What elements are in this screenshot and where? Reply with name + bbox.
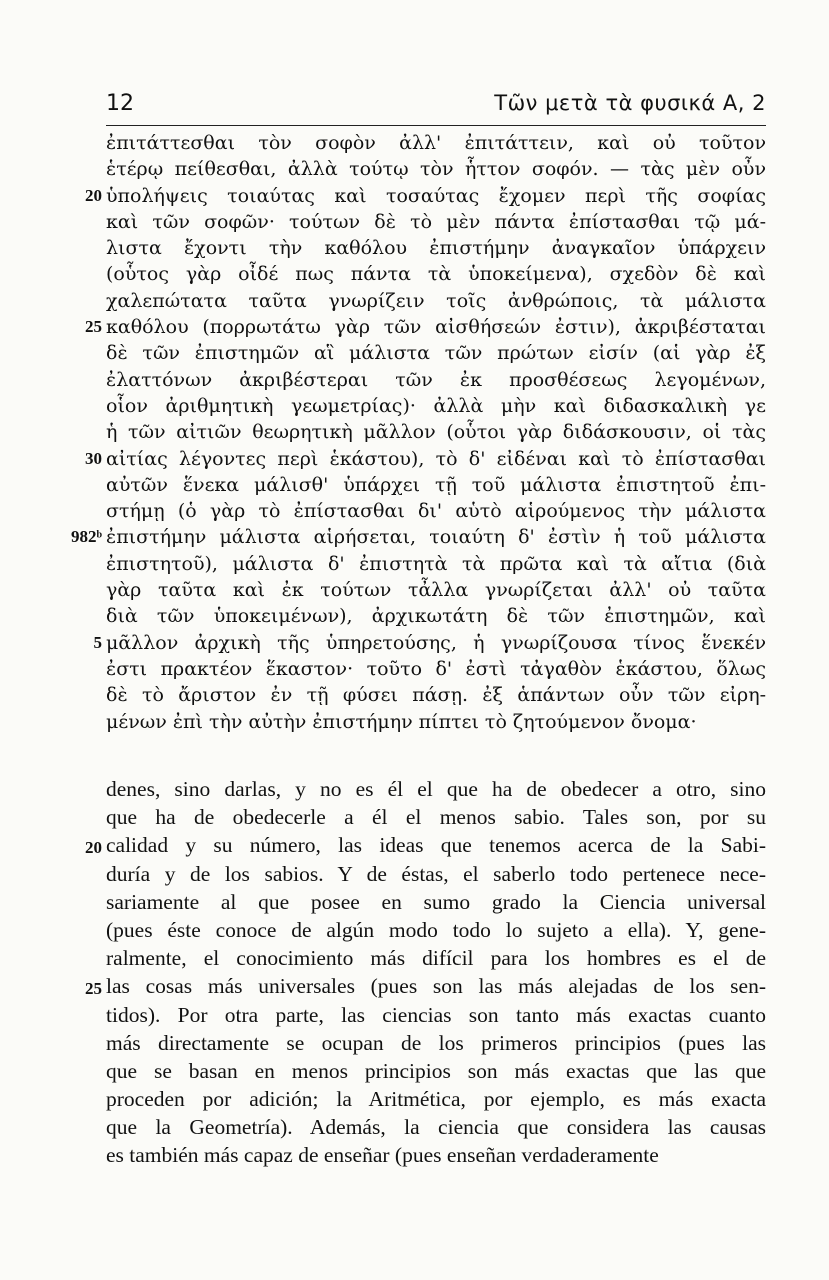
spanish-line-text: (pues éste conoce de algún modo todo lo sujeto a ella). Y, gene- [106,917,766,942]
spanish-line [106,1001,766,1029]
spanish-line-text: que la Geometría). Además, la ciencia que considera las causas [106,1115,766,1140]
greek-line [106,209,766,235]
greek-line-text: γὰρ ταῦτα καὶ ἐκ τούτων τἆλλα γνωρίζεται ἀλλ' οὐ ταῦτα [106,579,766,602]
spanish-line [106,944,766,972]
greek-line [106,367,766,393]
greek-line-text: λιστα ἔχοντι τὴν καθόλου ἐπιστήμην ἀναγκαῖον ὑπάρχειν [106,237,766,260]
line-number-marker: 30 [85,448,102,468]
spanish-line [106,916,766,944]
greek-line-text: ἐπιτάττεσθαι τὸν σοφὸν ἀλλ' ἐπιτάττειν, καὶ οὐ τοῦτον [106,132,766,154]
greek-line-text: μένων ἐπὶ τὴν αὐτὴν ἐπιστήμην πίπτει τὸ ζητούμενον ὄνομα· [106,710,697,733]
greek-line [106,130,766,156]
greek-line-text: αἰτίας λέγοντες περὶ ἑκάστου), τὸ δ' εἰδέναι καὶ τὸ ἐπίστασθαι [106,447,766,470]
line-number-marker: 25 [85,979,102,999]
greek-line-text: ὑπολήψεις τοιαύτας καὶ τοσαύτας ἔχομεν περὶ τῆς σοφίας [106,184,766,207]
running-title: Τῶν μετὰ τὰ φυσικά Α, 2 [494,91,766,115]
spanish-translation-block [85,775,766,1170]
greek-line-text: δὲ τῶν ἐπιστημῶν αἳ μάλιστα τῶν πρώτων εἰσίν (αἱ γὰρ ἐξ [106,342,766,365]
greek-text-block [70,130,766,735]
greek-line [106,235,766,261]
greek-line [106,656,766,682]
greek-line [70,524,766,550]
spanish-line-text: proceden por adición; la Aritmética, por ejemplo, es más exacta [106,1087,766,1112]
greek-line [106,603,766,629]
line-number-marker: 25 [85,317,102,337]
line-number-marker: 982ᵇ [70,527,102,547]
spanish-line [106,1113,766,1141]
greek-line [85,314,766,340]
greek-line-text: δὲ τὸ ἄριστον ἐν τῇ φύσει πάσῃ. ἐξ ἁπάντων οὖν τῶν εἰρη- [106,684,766,707]
greek-line-text: ἐπιστητοῦ), μάλιστα δ' ἐπιστητὰ τὰ πρῶτα καὶ τὰ αἴτια (διὰ [106,552,766,575]
spanish-line [106,1029,766,1057]
spanish-line-text: denes, sino darlas, y no es él el que ha de obedecer a otro, sino [106,777,766,801]
spanish-line [106,1057,766,1085]
greek-line-text: ἐλαττόνων ἀκριβέστεραι τῶν ἐκ προσθέσεως λεγομένων, [106,368,766,391]
greek-line-text: ἑτέρῳ πείθεσθαι, ἀλλὰ τούτῳ τὸν ἧττον σοφόν. — τὰς μὲν οὖν [106,158,766,181]
line-number-marker: 5 [93,632,102,652]
spanish-line [106,860,766,888]
greek-line-text: χαλεπώτατα ταῦτα γνωρίζειν τοῖς ἀνθρώποις, τὰ μάλιστα [106,289,766,312]
spanish-line [85,831,766,859]
spanish-line-text: que ha de obedecerle a él el menos sabio. Tales son, por su [106,805,766,830]
spanish-line-text: tidos). Por otra parte, las ciencias son tanto más exactas cuanto [106,1002,766,1027]
greek-line [106,498,766,524]
greek-line-text: καὶ τῶν σοφῶν· τούτων δὲ τὸ μὲν πάντα ἐπίστασθαι τῷ μά- [106,210,766,233]
page-number: 12 [106,91,134,116]
greek-line [85,446,766,472]
spanish-line-text: calidad y su número, las ideas que tenemos acerca de la Sabi- [106,833,766,858]
greek-line-text: μᾶλλον ἀρχικὴ τῆς ὑπηρετούσης, ἡ γνωρίζουσα τίνος ἕνεκέν [106,631,766,654]
spanish-line [106,888,766,916]
spanish-line-text: ralmente, el conocimiento más difícil para los hombres es el de [106,946,766,971]
greek-line-text: καθόλου (πορρωτάτω γὰρ τῶν αἰσθήσεών ἐστιν), ἀκριβέσταται [106,316,766,339]
greek-line [106,472,766,498]
page-header [106,91,766,126]
greek-line-text: (οὗτος γὰρ οἶδέ πως πάντα τὰ ὑποκείμενα), σχεδὸν δὲ καὶ [106,263,766,286]
greek-line [106,551,766,577]
greek-line [106,340,766,366]
spanish-line-text: más directamente se ocupan de los primeros principios (pues las [106,1030,766,1055]
spanish-line [106,775,766,803]
greek-line [106,709,766,735]
line-number-marker: 20 [85,185,102,205]
spanish-line-text: las cosas más universales (pues son las más alejadas de los sen- [106,974,766,999]
greek-line [106,261,766,287]
greek-line-text: διὰ τῶν ὑποκειμένων), ἀρχικωτάτη δὲ τῶν ἐπιστημῶν, καὶ [106,605,766,628]
greek-line [106,156,766,182]
greek-line-text: ἐπιστήμην μάλιστα αἱρήσεται, τοιαύτη δ' ἐστὶν ἡ τοῦ μάλιστα [106,526,766,549]
spanish-line-text: es también más capaz de enseñar (pues enseñan verdaderamente [106,1143,659,1168]
spanish-line [85,972,766,1000]
greek-line [106,419,766,445]
spanish-line [106,1085,766,1113]
greek-line-text: αὐτῶν ἕνεκα μάλισθ' ὑπάρχει τῇ τοῦ μάλιστα ἐπιστητοῦ ἐπι- [106,473,766,496]
spanish-line-text: sariamente al que posee en sumo grado la Ciencia universal [106,889,766,914]
spanish-line-text: que se basan en menos principios son más exactas que las que [106,1058,766,1083]
line-number-marker: 20 [85,838,102,858]
spanish-line [106,1141,766,1169]
greek-line [106,577,766,603]
greek-line [85,183,766,209]
greek-line-text: ἡ τῶν αἰτιῶν θεωρητικὴ μᾶλλον (οὗτοι γὰρ διδάσκουσιν, οἱ τὰς [106,421,766,444]
greek-line-text: στήμῃ (ὁ γὰρ τὸ ἐπίστασθαι δι' αὑτὸ αἱρούμενος τὴν μάλιστα [106,500,766,523]
spanish-line-text: duría y de los sabios. Y de éstas, el saberlo todo pertenece nece- [106,861,766,886]
greek-line-text: ἐστι πρακτέον ἕκαστον· τοῦτο δ' ἐστὶ τἀγαθὸν ἑκάστου, ὅλως [106,657,766,680]
spanish-line [106,803,766,831]
greek-line [106,393,766,419]
greek-line [106,682,766,708]
greek-line [93,630,766,656]
greek-line-text: οἷον ἀριθμητικὴ γεωμετρίας)· ἀλλὰ μὴν καὶ διδασκαλικὴ γε [106,394,766,417]
greek-line [106,288,766,314]
